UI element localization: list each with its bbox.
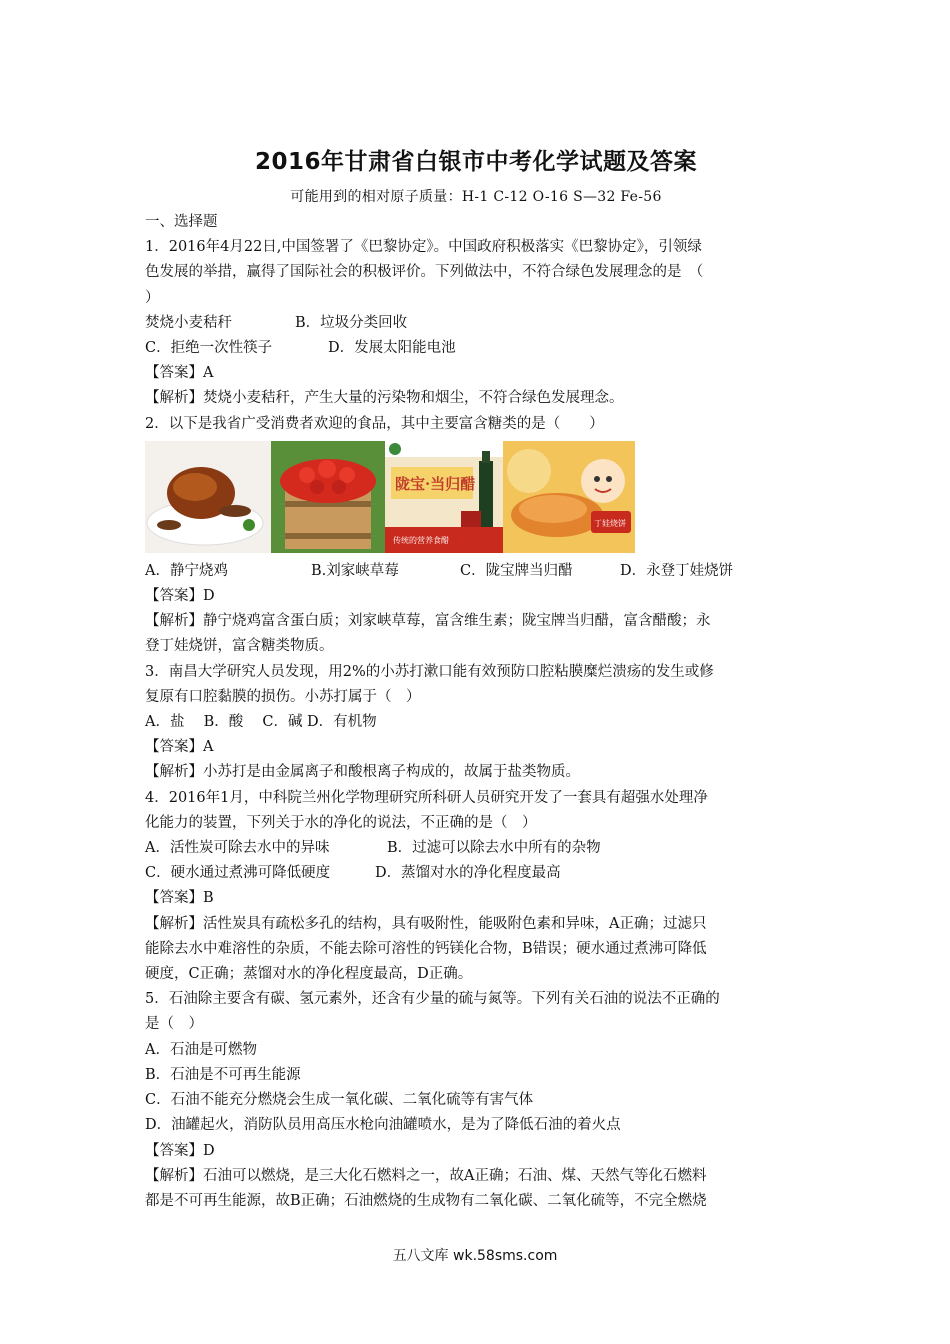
q3-options: A．盐 B．酸 C．碱 D．有机物 — [145, 714, 377, 731]
q5-analysis-line1: 【解析】石油可以燃烧，是三大化石燃料之一，故A正确；石油、煤、天然气等化石燃料 — [145, 1167, 707, 1184]
q5-option-d: D．油罐起火，消防队员用高压水枪向油罐喷水，是为了降低石油的着火点 — [145, 1117, 621, 1134]
q4-option-b: B．过滤可以除去水中所有的杂物 — [387, 840, 601, 857]
q4-option-c: C．硬水通过煮沸可降低硬度 — [145, 865, 331, 882]
q1-stem-line3: ） — [145, 289, 160, 306]
q1-analysis: 【解析】焚烧小麦秸秆，产生大量的污染物和烟尘，不符合绿色发展理念。 — [145, 390, 624, 407]
q3-answer: 【答案】A — [145, 739, 214, 756]
vinegar-caption-text: 传统的营养食醋 — [393, 535, 449, 545]
q4-option-a: A．活性炭可除去水中的异味 — [145, 840, 330, 857]
strawberry-bucket-image — [271, 441, 385, 553]
baked-cake-image — [503, 441, 635, 553]
q2-food-images — [145, 441, 807, 553]
q4-analysis-line3: 硬度，C正确；蒸馏对水的净化程度最高，D正确。 — [145, 966, 473, 983]
q4-stem-line2: 化能力的装置，下列关于水的净化的说法，不正确的是（ ） — [145, 814, 537, 831]
q5-option-c: C．石油不能充分燃烧会生成一氧化碳、二氧化硫等有害气体 — [145, 1092, 534, 1109]
cake-label-text: 丁娃烧饼 — [594, 518, 626, 528]
q2-analysis-line1: 【解析】静宁烧鸡富含蛋白质；刘家峡草莓，富含维生素；陇宝牌当归醋，富含醋酸；永 — [145, 613, 711, 630]
q2-option-d: D．永登丁娃烧饼 — [620, 562, 734, 579]
q4-option-d: D．蒸馏对水的净化程度最高 — [375, 865, 561, 882]
q1-stem-line1: 1．2016年4月22日,中国签署了《巴黎协定》。中国政府积极落实《巴黎协定》，引领绿 — [145, 239, 702, 256]
q3-stem-line2: 复原有口腔黏膜的损伤。小苏打属于（ ） — [145, 688, 421, 705]
q4-stem-line1: 4．2016年1月，中科院兰州化学物理研究所科研人员研究开发了一套具有超强水处理净 — [145, 789, 708, 806]
q5-option-a: A．石油是可燃物 — [145, 1041, 257, 1058]
vinegar-ad-image — [385, 441, 503, 553]
q1-options-row2 — [145, 336, 807, 361]
q1-options-row1 — [145, 311, 807, 336]
document-body — [145, 146, 807, 1214]
q2-stem: 2．以下是我省广受消费者欢迎的食品，其中主要富含糖类的是（ ） — [145, 415, 604, 432]
q1-stem-line2: 色发展的举措，赢得了国际社会的积极评价。下列做法中，不符合绿色发展理念的是 （ — [145, 264, 704, 281]
q5-stem-line1: 5．石油除主要含有碳、氢元素外，还含有少量的硫与氮等。下列有关石油的说法不正确的 — [145, 991, 720, 1008]
q2-options-row — [145, 559, 807, 584]
q4-options-row1 — [145, 836, 807, 861]
q2-answer: 【答案】D — [145, 588, 215, 605]
vinegar-banner-text: 陇宝·当归醋 — [395, 474, 476, 493]
q1-option-c: C．拒绝一次性筷子 — [145, 340, 273, 357]
q5-option-b: B．石油是不可再生能源 — [145, 1066, 301, 1083]
q4-options-row2 — [145, 861, 807, 886]
q1-option-d: D．发展太阳能电池 — [328, 340, 456, 357]
q3-stem-line1: 3．南昌大学研究人员发现，用2%的小苏打漱口能有效预防口腔粘膜糜烂溃疡的发生或修 — [145, 663, 714, 680]
q5-answer: 【答案】D — [145, 1142, 215, 1159]
q1-option-b: B．垃圾分类回收 — [295, 314, 408, 331]
q2-option-c: C．陇宝牌当归醋 — [460, 562, 573, 579]
roast-chicken-image — [145, 441, 271, 553]
q5-stem-line2: 是（ ） — [145, 1016, 203, 1033]
section-heading: 一、选择题 — [145, 214, 218, 230]
atomic-mass-note: 可能用到的相对原子质量：H-1 C-12 O-16 S—32 Fe-56 — [290, 189, 662, 205]
page-title: 2016年甘肃省白银市中考化学试题及答案 — [254, 149, 697, 175]
q4-analysis-line1: 【解析】活性炭具有疏松多孔的结构，具有吸附性，能吸附色素和异味，A正确；过滤只 — [145, 915, 707, 932]
q4-analysis-line2: 能除去水中难溶性的杂质，不能去除可溶性的钙镁化合物，B错误；硬水通过煮沸可降低 — [145, 940, 707, 957]
q2-option-b: B.刘家峡草莓 — [311, 562, 399, 579]
q4-answer: 【答案】B — [145, 890, 214, 907]
footer-watermark[interactable]: 五八文库 wk.58sms.com — [392, 1248, 558, 1264]
q1-answer: 【答案】A — [145, 365, 214, 382]
q3-analysis: 【解析】小苏打是由金属离子和酸根离子构成的，故属于盐类物质。 — [145, 764, 580, 781]
q2-option-a: A．静宁烧鸡 — [145, 562, 228, 579]
q1-option-a: 焚烧小麦秸秆 — [145, 314, 232, 331]
q2-analysis-line2: 登丁娃烧饼，富含糖类物质。 — [145, 638, 334, 655]
q5-analysis-line2: 都是不可再生能源，故B正确；石油燃烧的生成物有二氧化碳、二氧化硫等，不完全燃烧 — [145, 1192, 707, 1209]
